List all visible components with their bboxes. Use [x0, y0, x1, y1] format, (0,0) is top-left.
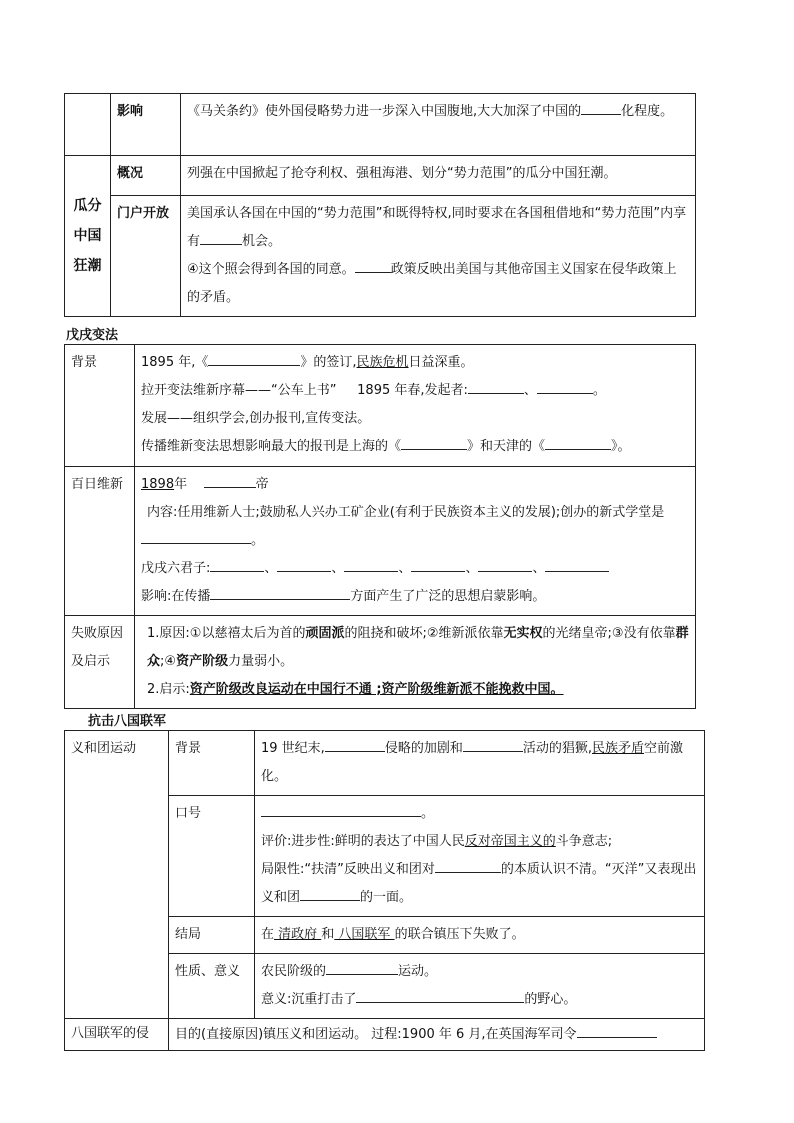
text: 力量弱小。 — [228, 654, 294, 669]
invasion-content — [169, 1019, 705, 1051]
sep: 、 — [264, 561, 278, 576]
text: 2.启示: — [147, 682, 190, 697]
sep: 、 — [398, 561, 412, 576]
row-label-hundred-days: 百日维新 — [65, 467, 135, 616]
text: 的本质认识不清。“灭洋”又表现出义和团 — [261, 862, 697, 905]
row-label-slogan: 口号 — [169, 796, 255, 917]
text: 的野心。 — [524, 992, 577, 1007]
section-title-reform: 戊戌变法 — [66, 328, 119, 343]
text: 年 — [174, 477, 188, 492]
text: 方面产生了广泛的思想启蒙影响。 — [350, 589, 546, 604]
table-partition — [64, 93, 696, 317]
row-label-result: 结局 — [169, 917, 255, 954]
text: 八国联军 — [334, 927, 395, 942]
text: 目的(直接原因)镇压义和团运动。 过程:1900 年 6 月,在英国海军司令 — [175, 1027, 577, 1042]
blank — [277, 557, 331, 572]
table-reform — [64, 344, 696, 709]
text: 1895 年,《 — [141, 355, 209, 370]
text: 的联合镇压下失败了。 — [394, 927, 525, 942]
background-content — [135, 345, 696, 467]
text: 帝 — [255, 477, 269, 492]
text: 局限性:“扶清”反映出义和团对 — [261, 862, 435, 877]
sep: 、 — [331, 561, 345, 576]
row-label-background: 背景 — [169, 731, 255, 796]
blank — [355, 258, 391, 273]
hundred-days-content — [135, 467, 696, 616]
open-door-text-end: 机会。 — [242, 234, 282, 249]
blank — [356, 988, 524, 1003]
text: 反对帝国主义的 — [464, 834, 556, 849]
sep: 、 — [532, 561, 546, 576]
national-crisis: 民族危机 — [356, 355, 409, 370]
influence-text-end: 化程度。 — [621, 104, 674, 119]
text: 内容:任用维新人士;鼓励私人兴办工矿企业(有利于民族资本主义的发展);创办的新式学堂是 — [147, 505, 665, 520]
table-boxer — [64, 730, 705, 1051]
blank — [411, 557, 465, 572]
text: 运动。 — [398, 964, 438, 979]
blank — [204, 473, 256, 488]
blank — [537, 379, 593, 394]
blank — [468, 379, 524, 394]
blank — [326, 960, 398, 975]
blank-cell — [65, 94, 111, 156]
blank — [210, 557, 264, 572]
blank — [463, 737, 523, 752]
slogan-content — [255, 796, 705, 917]
row-label-nature: 性质、意义 — [169, 954, 255, 1019]
year: 1898 — [141, 477, 175, 492]
text: 》。 — [611, 439, 631, 454]
text: 影响:在传播 — [141, 589, 211, 604]
blank — [325, 737, 385, 752]
text: 农民阶级的 — [261, 964, 327, 979]
row-label-overview: 概况 — [111, 156, 181, 196]
open-door-note-end: 政策反映出美国与其他帝国主义国家在侵华政策上的矛盾。 — [187, 262, 677, 305]
text: ;④ — [160, 654, 177, 669]
text: 的光绪皇帝;③没有依靠 — [542, 626, 676, 641]
row-label-influence: 影响 — [111, 94, 181, 156]
text: 的一面。 — [360, 890, 413, 905]
nature-content — [255, 954, 705, 1019]
section-title-eight-nation: 抗击八国联军 — [88, 714, 167, 729]
failure-content — [135, 616, 696, 709]
boxer-background — [255, 731, 705, 796]
result-content — [255, 917, 705, 954]
text: 。 — [421, 806, 435, 821]
blank — [581, 100, 621, 115]
blank — [545, 557, 609, 572]
open-door-text: 美国承认各国在中国的“势力范围”和既得特权,同时要求在各国租借地和“势力范围”内享有 — [187, 206, 687, 249]
blank — [545, 435, 611, 450]
blank — [208, 351, 300, 366]
text: 》和天津的《 — [467, 439, 546, 454]
blank — [300, 886, 360, 901]
text: 传播维新变法思想影响最大的报刊是上海的《 — [141, 439, 402, 454]
row-label-open-door: 门户开放 — [111, 196, 181, 317]
open-door-note: ④这个照会得到各国的同意。 — [187, 262, 355, 277]
text: 评价:进步性:鲜明的表达了中国人民 — [261, 834, 465, 849]
text: 。 — [592, 383, 606, 398]
blank — [344, 557, 398, 572]
text: 资产阶级 — [176, 654, 229, 669]
text: 。 — [251, 533, 265, 548]
text: 资产阶级改良运动在中国行不通 ;资产阶级维新派不能挽救中国。 — [189, 682, 564, 697]
text: 的阻挠和破坏;②维新派依靠 — [344, 626, 504, 641]
open-door-content — [181, 196, 696, 317]
text: 拉开变法维新序幕——“公车上书” — [141, 383, 337, 398]
text: 无实权 — [503, 626, 543, 641]
row-label-invasion: 八国联军的侵 — [65, 1019, 169, 1051]
text: 清政府 — [274, 927, 322, 942]
text: 1.原因:①以慈禧太后为首的 — [147, 626, 306, 641]
blank — [478, 557, 532, 572]
text: 侵略的加剧和 — [384, 741, 463, 756]
blank — [401, 435, 467, 450]
blank — [200, 230, 242, 245]
text: 群众 — [147, 626, 689, 669]
text: 戊戌六君子: — [141, 561, 211, 576]
blank — [261, 802, 421, 817]
influence-content — [181, 94, 696, 156]
blank — [210, 585, 350, 600]
blank — [435, 858, 501, 873]
text: 日益深重。 — [408, 355, 474, 370]
blank — [577, 1023, 657, 1038]
text: 1895 年春,发起者: — [357, 383, 468, 398]
sep: 、 — [465, 561, 479, 576]
influence-text: 《马关条约》使外国侵略势力进一步深入中国腹地,大大加深了中国的 — [187, 104, 582, 119]
text: 活动的猖獗, — [522, 741, 592, 756]
text: 和 — [321, 927, 335, 942]
text: 民族矛盾 — [591, 741, 644, 756]
text: 意义:沉重打击了 — [261, 992, 357, 1007]
group-label-partition: 瓜分中国狂潮 — [65, 156, 111, 317]
text: 发展——组织学会,创办报刊,宣传变法。 — [141, 411, 371, 426]
overview-text: 列强在中国掀起了抢夺利权、强租海港、划分“势力范围”的瓜分中国狂潮。 — [181, 156, 696, 196]
group-label-boxer: 义和团运动 — [65, 731, 169, 1019]
row-label-failure: 失败原因及启示 — [65, 616, 135, 709]
row-label-background: 背景 — [65, 345, 135, 467]
text: 19 世纪末, — [261, 741, 325, 756]
text: 空前激化。 — [261, 741, 683, 784]
text: 顽固派 — [305, 626, 345, 641]
text: 斗争意志; — [555, 834, 613, 849]
text: 、 — [523, 383, 537, 398]
text: 》的签订, — [300, 355, 357, 370]
text: 在 — [261, 927, 275, 942]
blank — [141, 529, 251, 544]
